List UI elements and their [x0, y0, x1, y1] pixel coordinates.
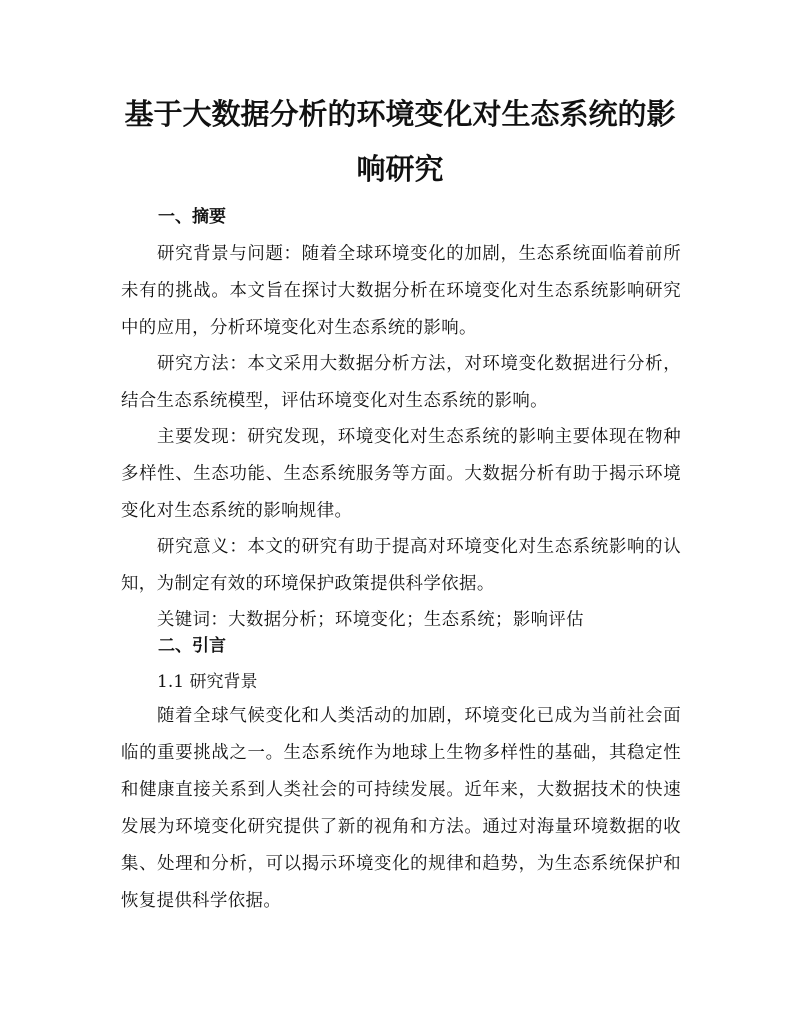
introduction-heading: 二、引言	[158, 636, 226, 656]
abstract-heading: 一、摘要	[158, 207, 226, 227]
document-title-line-1: 基于大数据分析的环境变化对生态系统的影	[124, 97, 676, 131]
introduction-paragraph: 随着全球气候变化和人类活动的加剧，环境变化已成为当前社会面临的重要挑战之一。生态系统作为地球上生物多样性的基础，其稳定性和健康直接关系到人类社会的可持续发展。近年来，大数据技术的快速发展为环境变化研究提供了新的视角和方法。通过对海量环境数据的收集、处理和分析，可以揭示环境变化的规律和趋势，为生态系统保护和恢复提供科学依据。	[121, 706, 681, 911]
document-title-line-2: 响研究	[356, 152, 444, 186]
keywords-line: 关键词：大数据分析；环境变化；生态系统；影响评估	[157, 610, 584, 630]
abstract-findings-paragraph: 主要发现：研究发现，环境变化对生态系统的影响主要体现在物种多样性、生态功能、生态系统服务等方面。大数据分析有助于揭示环境变化对生态系统的影响规律。	[121, 427, 681, 521]
abstract-background-paragraph: 研究背景与问题：随着全球环境变化的加剧，生态系统面临着前所未有的挑战。本文旨在探讨大数据分析在环境变化对生态系统影响研究中的应用，分析环境变化对生态系统的影响。	[121, 244, 681, 338]
abstract-significance-paragraph: 研究意义：本文的研究有助于提高对环境变化对生态系统影响的认知，为制定有效的环境保护政策提供科学依据。	[121, 537, 681, 594]
research-background-subheading: 1.1 研究背景	[157, 672, 258, 692]
abstract-method-paragraph: 研究方法：本文采用大数据分析方法，对环境变化数据进行分析，结合生态系统模型，评估环境变化对生态系统的影响。	[121, 354, 681, 411]
